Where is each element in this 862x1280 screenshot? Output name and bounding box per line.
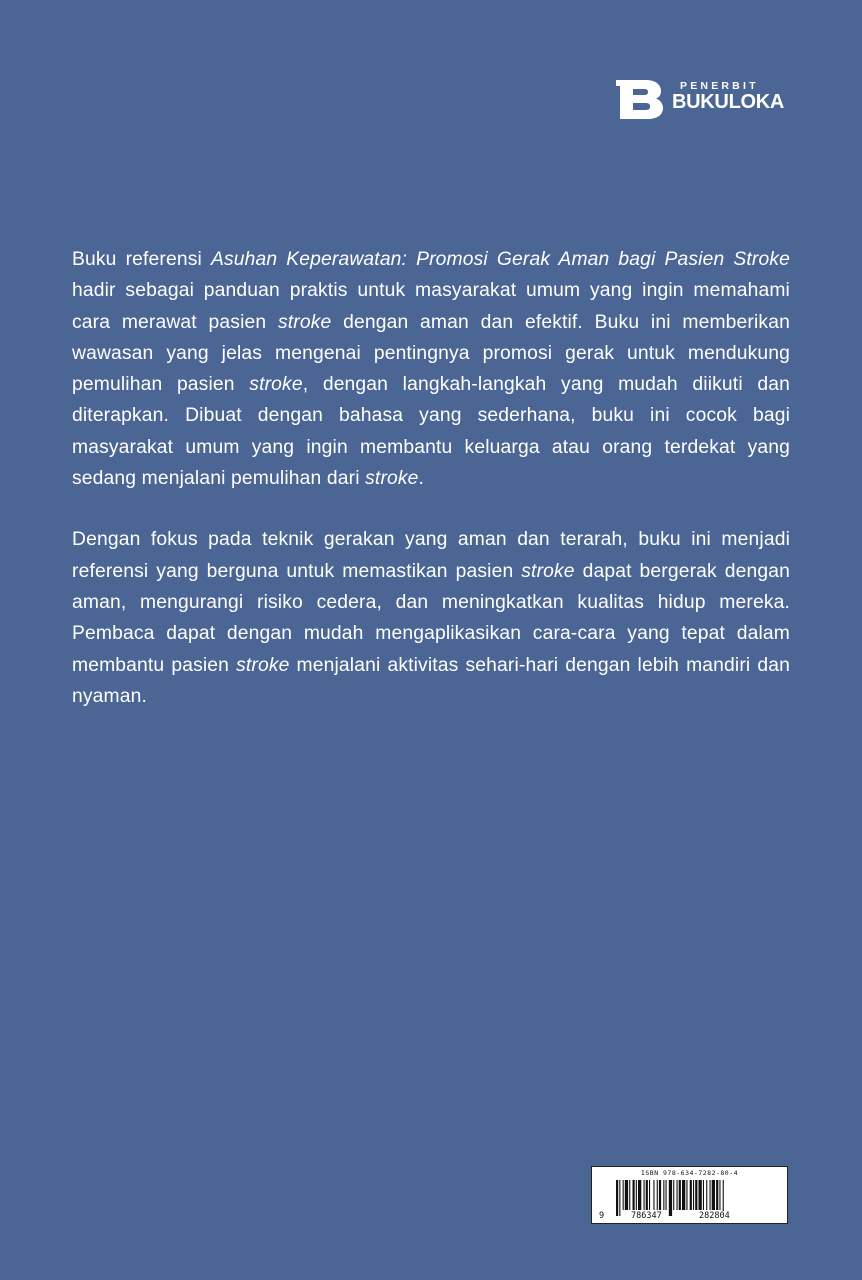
barcode-bar xyxy=(710,1180,711,1210)
barcode-bar xyxy=(646,1180,648,1210)
blurb-paragraph-2: Dengan fokus pada teknik gerakan yang aman dan terarah, buku ini menjadi referensi yang berguna untuk memastikan pasien stroke dapat bergerak dengan aman, mengurangi risiko cedera, dan meningkatkan kualitas hidup mereka. Pembaca dapat dengan mudah mengaplikasikan cara-cara yang tepat dalam membantu pasien stroke menjalani aktivitas sehari-hari dengan lebih mandiri dan nyaman. xyxy=(72,529,791,707)
back-cover-blurb xyxy=(72,244,790,742)
barcode-bar xyxy=(636,1180,637,1210)
barcode-bar xyxy=(699,1180,702,1210)
publisher-name: BUKULOKA xyxy=(672,91,785,113)
barcode-bar xyxy=(669,1180,672,1216)
barcode-bar xyxy=(657,1180,658,1210)
isbn-barcode xyxy=(591,1166,788,1224)
barcode-bar xyxy=(625,1180,628,1210)
barcode-digit-first: 9 xyxy=(599,1211,605,1221)
barcode-bar xyxy=(653,1180,654,1210)
barcode-bar xyxy=(663,1180,664,1210)
barcode-digits-left: 786347 xyxy=(631,1211,662,1221)
barcode-bar xyxy=(719,1180,720,1210)
barcode-bar xyxy=(703,1180,704,1210)
barcode-bar xyxy=(644,1180,645,1210)
barcode-bar xyxy=(686,1180,687,1210)
barcode-bar xyxy=(706,1180,707,1210)
barcode-bar xyxy=(638,1180,641,1210)
barcode-bar xyxy=(673,1180,674,1210)
barcode-bar xyxy=(619,1180,620,1216)
book-title: Asuhan Keperawatan: Promosi Gerak Aman bagi Pasien Stroke xyxy=(210,249,790,270)
barcode-bar xyxy=(716,1180,718,1210)
barcode-bar xyxy=(623,1180,624,1210)
barcode-digits-right: 282804 xyxy=(699,1211,730,1221)
blurb-paragraph-1: Buku referensi Asuhan Keperawatan: Promosi Gerak Aman bagi Pasien Stroke hadir sebagai panduan praktis untuk masyarakat umum yang ingin memahami cara merawat pasien stroke dengan aman dan efektif. Buku ini memberikan wawasan yang jelas mengenai pentingnya promosi gerak untuk mendukung pemulihan pasien stroke, dengan langkah-langkah yang mudah diikuti dan diterapkan. Dibuat dengan bahasa yang sederhana, buku ini cocok bagi masyarakat umum yang ingin membantu keluarga atau orang terdekat yang sedang menjalani pemulihan dari stroke. xyxy=(72,249,790,490)
publisher-logo xyxy=(616,74,796,120)
barcode-bar xyxy=(695,1180,697,1210)
barcode-bar xyxy=(633,1180,635,1210)
barcode-bar xyxy=(679,1180,681,1210)
barcode-bar xyxy=(666,1180,667,1210)
barcode-bar xyxy=(690,1180,692,1210)
publisher-b-mark-icon xyxy=(616,74,666,120)
barcode-bar xyxy=(693,1180,694,1210)
barcode-bar xyxy=(677,1180,678,1210)
isbn-text: ISBN 978-634-7282-80-4 xyxy=(640,1169,739,1177)
barcode-bar xyxy=(659,1180,661,1210)
barcode-bar xyxy=(712,1180,715,1210)
barcode-bar xyxy=(649,1180,650,1210)
publisher-label: PENERBIT xyxy=(680,80,759,92)
barcode-bar xyxy=(682,1180,685,1210)
barcode-bar xyxy=(629,1180,630,1210)
barcode-bar xyxy=(616,1180,618,1216)
